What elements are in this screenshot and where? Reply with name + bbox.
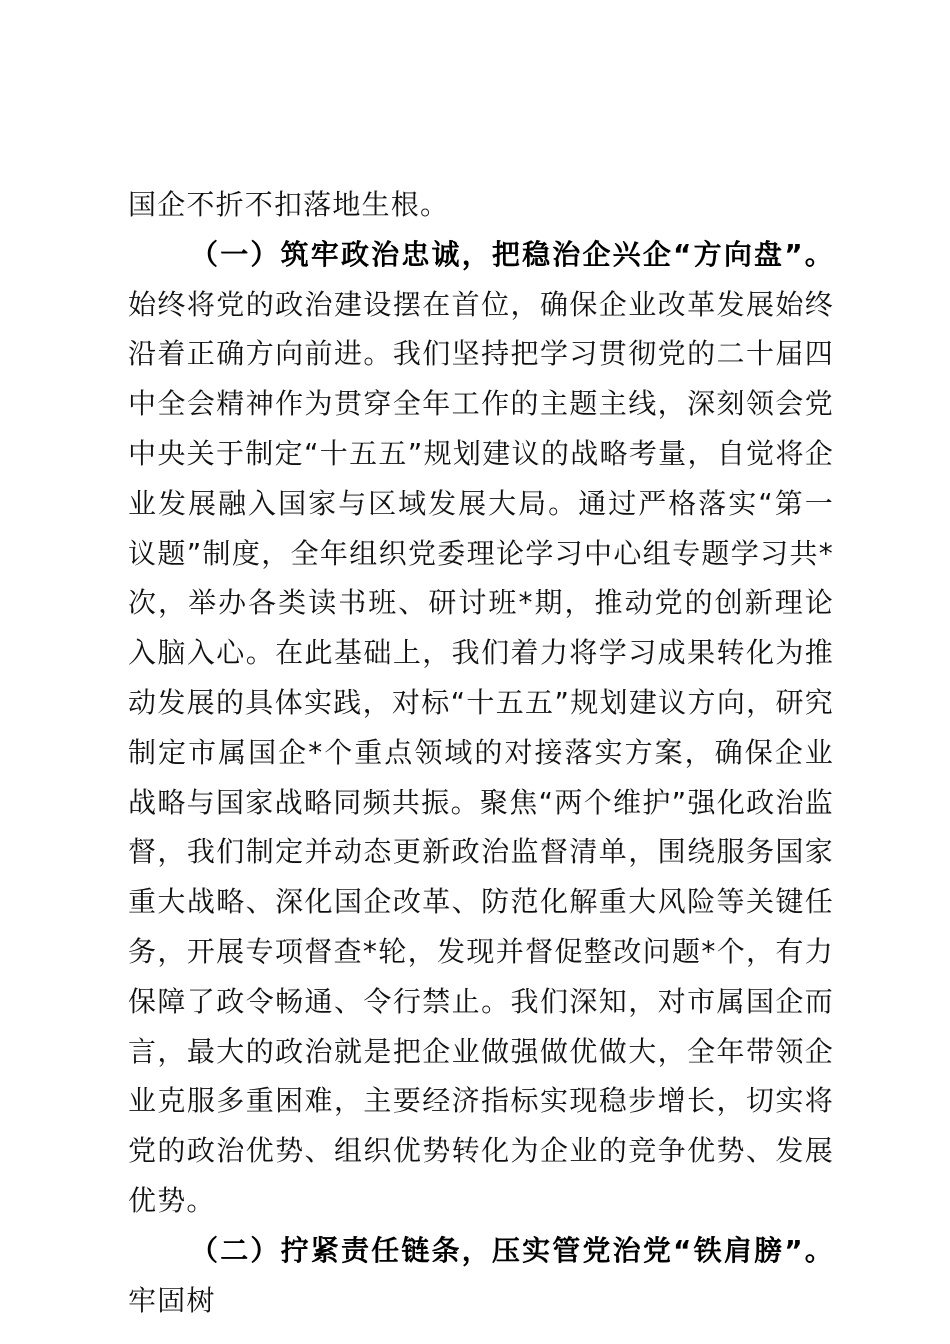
paragraph-continuation xyxy=(128,180,834,230)
paragraph-text: 始终将党的政治建设摆在首位，确保企业改革发展始终沿着正确方向前进。我们坚持把学习贯彻党的二十届四中全会精神作为贯穿全年工作的主题主线，深刻领会党中央关于制定“十五五”规划建议的战略考量，自觉将企业发展融入国家与区域发展大局。通过严格落实“第一议题”制度，全年组织党委理论学习中心组专题学习共*次，举办各类读书班、研讨班*期，推动党的创新理论入脑入心。在此基础上，我们着力将学习成果转化为推动发展的具体实践，对标“十五五”规划建议方向，研究制定市属国企*个重点领域的对接落实方案，确保企业战略与国家战略同频共振。聚焦“两个维护”强化政治监督，我们制定并动态更新政治监督清单，围绕服务国家重大战略、深化国企改革、防范化解重大风险等关键任务，开展专项督查*轮，发现并督促整改问题*个，有力保障了政令畅通、令行禁止。我们深知，对市属国企而言，最大的政治就是把企业做强做优做大，全年带领企业克服多重困难，主要经济指标实现稳步增长，切实将党的政治优势、组织优势转化为企业的竞争优势、发展优势。 xyxy=(128,287,834,1217)
paragraph-section-2 xyxy=(128,1226,834,1326)
paragraph-text: 牢固树 xyxy=(128,1283,216,1317)
section-heading-1: （一）筑牢政治忠诚，把稳治企兴企“方向盘”。 xyxy=(190,237,834,271)
paragraph-text: 国企不折不扣落地生根。 xyxy=(128,188,450,221)
paragraph-section-1 xyxy=(128,230,834,1226)
section-heading-2: （二）拧紧责任链条，压实管党治党“铁肩膀”。 xyxy=(190,1233,834,1267)
document-body xyxy=(128,180,834,1325)
